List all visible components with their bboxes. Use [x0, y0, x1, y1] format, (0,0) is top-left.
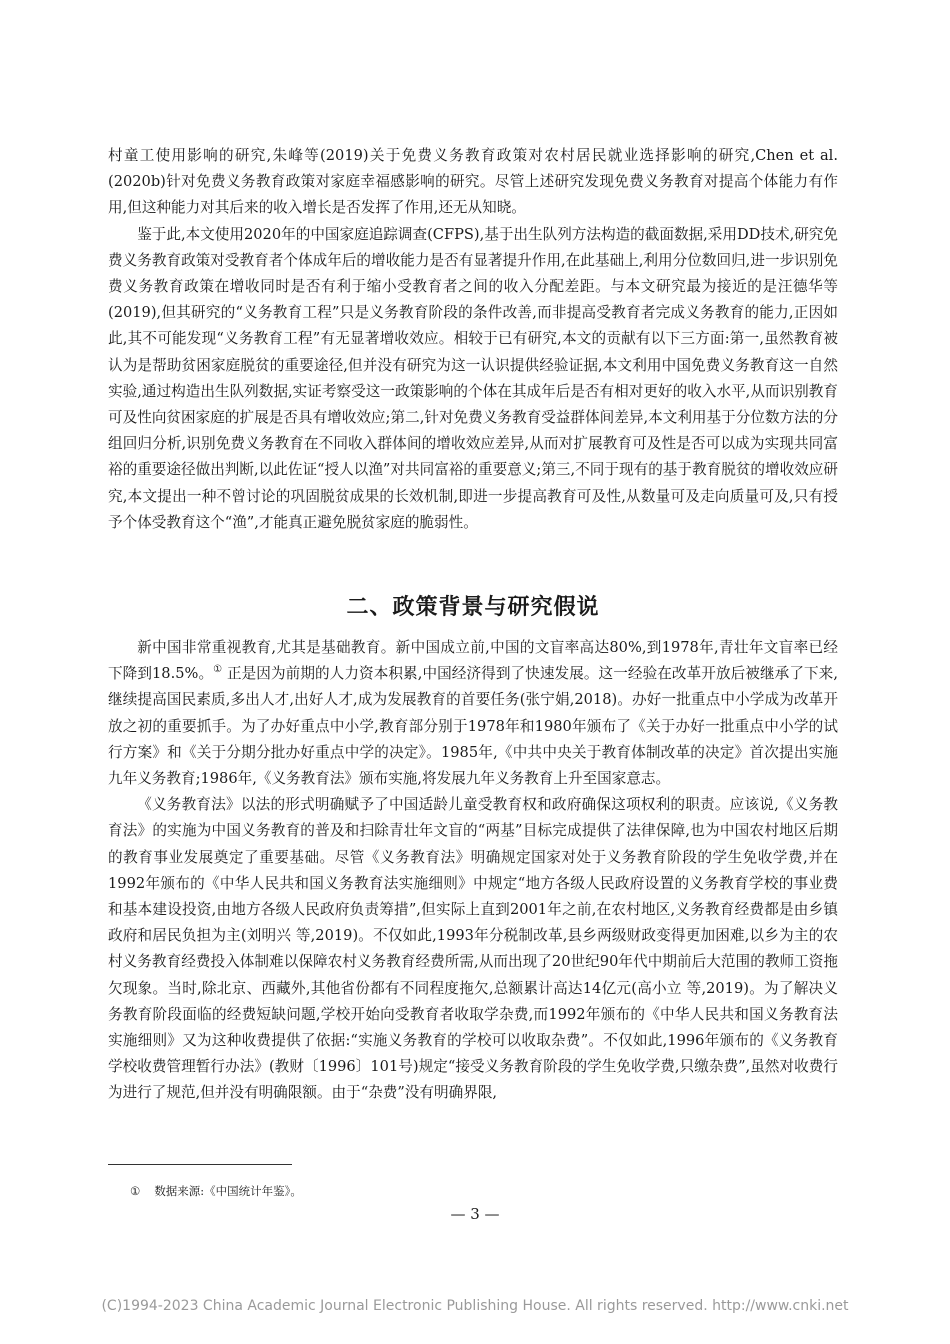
page-number: — 3 —: [450, 1205, 500, 1223]
paragraph-compulsory-education-law: 《义务教育法》以法的形式明确赋予了中国适龄儿童受教育权和政府确保这项权利的职责。应该说,《义务教育法》的实施为中国义务教育的普及和扫除青壮年文盲的“两基”目标完成提供了法律保障,也为中国农村地区后期的教育事业发展奠定了重要基础。尽管《义务教育法》明确规定国家对处于义务教育阶段的学生免收学费,并在1992年颁布的《中华人民共和国义务教育法实施细则》中规定“地方各级人民政府设置的义务教育学校的事业费和基本建设投资,由地方各级人民政府负责筹措”,但实际上直到2001年之前,在农村地区,义务教育经费都是由乡镇政府和居民负担为主(刘明兴 等,2019)。不仅如此,1993年分税制改革,县乡两级财政变得更加困难,以乡为主的农村义务教育经费投入体制难以保障农村义务教育经费所需,从而出现了20世纪90年代中期前后大范围的教师工资拖欠现象。当时,除北京、西藏外,其他省份都有不同程度拖欠,总额累计高达14亿元(高小立 等,2019)。为了解决义务教育阶段面临的经费短缺问题,学校开始向受教育者收取学杂费,而1992年颁布的《中华人民共和国义务教育法实施细则》又为这种收费提供了依据:“实施义务教育的学校可以收取杂费”。不仅如此,1996年颁布的《义务教育学校收费管理暂行办法》(教财〔1996〕101号)规定“接受义务教育阶段的学生免收学费,只缴杂费”,虽然对收费行为进行了规范,但并没有明确限额。由于“杂费”没有明确界限,: [108, 796, 838, 1102]
paragraph-text-part2: 正是因为前期的人力资本积累,中国经济得到了快速发展。这一经验在改革开放后被继承了下来,继续提高国民素质,多出人才,出好人才,成为发展教育的首要任务(张宁娟,2018)。办好一批重点中小学成为改革开放之初的重要抓手。为了办好重点中小学,教育部分别于1978年和1980年颁布了《关于办好一批重点中小学的试行方案》和《关于分期分批办好重点中学的决定》。1985年,《中共中央关于教育体制改革的决定》首次提出实施九年义务教育;1986年,《义务教育法》颁布实施,将发展九年义务教育上升至国家意志。: [108, 665, 838, 788]
section-text-block: [108, 635, 838, 1107]
paragraph-continuation: 村童工使用影响的研究,朱峰等(2019)关于免费义务教育政策对农村居民就业选择影响的研究,Chen et al.(2020b)针对免费义务教育政策对家庭幸福感影响的研究。尽管上述研究发现免费义务教育对提高个体能力有作用,但这种能力对其后来的收入增长是否发挥了作用,还无从知晓。: [108, 147, 838, 217]
paragraph-text-part1: 新中国非常重视教育,尤其是基础教育。新中国成立前,中国的文盲率高达80%,到1978年,青壮年文盲率已经下降到18.5%。: [108, 639, 838, 683]
footnote-reference[interactable]: ①: [213, 664, 223, 676]
footnote: [130, 1183, 302, 1199]
footnote-divider: [108, 1164, 292, 1165]
footnote-mark: ①: [130, 1184, 141, 1198]
copyright-watermark: (C)1994-2023 China Academic Journal Electronic Publishing House. All rights reserved. http://www.cnki.net: [101, 1298, 849, 1314]
section-heading: 二、政策背景与研究假说: [346, 594, 600, 620]
footnote-text: 数据来源:《中国统计年鉴》。: [154, 1184, 302, 1198]
paragraph-contributions: 鉴于此,本文使用2020年的中国家庭追踪调查(CFPS),基于出生队列方法构造的截面数据,采用DD技术,研究免费义务教育政策对受教育者个体成年后的增收能力是否有显著提升作用,在此基础上,利用分位数回归,进一步识别免费义务教育政策在增收同时是否有利于缩小受教育者之间的收入分配差距。与本文研究最为接近的是汪德华等(2019),但其研究的“义务教育工程”只是义务教育阶段的条件改善,而非提高受教育者完成义务教育的能力,正因如此,其不可能发现“义务教育工程”有无显著增收效应。相较于已有研究,本文的贡献有以下三方面:第一,虽然教育被认为是帮助贫困家庭脱贫的重要途径,但并没有研究为这一认识提供经验证据,本文利用中国免费义务教育这一自然实验,通过构造出生队列数据,实证考察受这一政策影响的个体在其成年后是否有相对更好的收入水平,从而识别教育可及性向贫困家庭的扩展是否具有增收效应;第二,针对免费义务教育受益群体间差异,本文利用基于分位数方法的分组回归分析,识别免费义务教育在不同收入群体间的增收效应差异,从而对扩展教育可及性是否可以成为实现共同富裕的重要途径做出判断,以此佐证“授人以渔”对共同富裕的重要意义;第三,不同于现有的基于教育脱贫的增收效应研究,本文提出一种不曾讨论的巩固脱贫成果的长效机制,即进一步提高教育可及性,从数量可及走向质量可及,只有授予个体受教育这个“渔”,才能真正避免脱贫家庭的脆弱性。: [108, 225, 838, 531]
intro-text-block: [108, 143, 838, 536]
paragraph-education-history: [108, 635, 838, 792]
